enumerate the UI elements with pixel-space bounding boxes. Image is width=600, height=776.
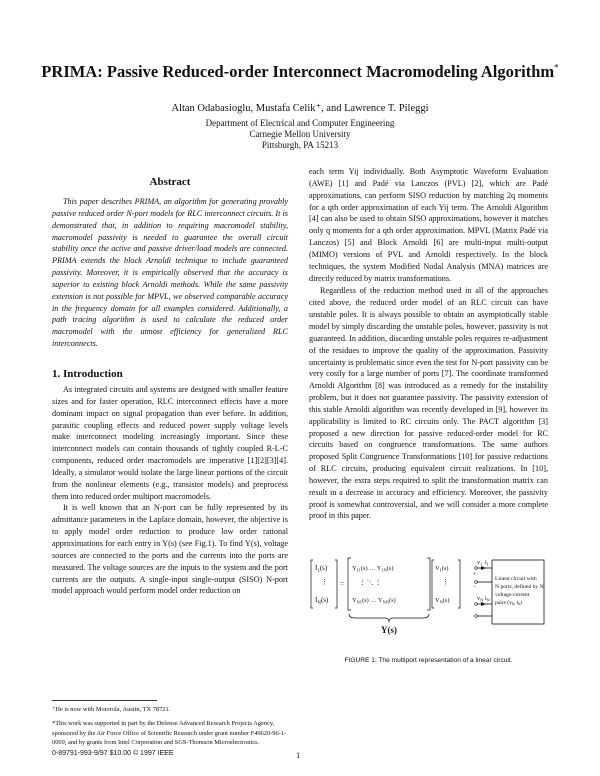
voltage-v1-vector: $V_1(s)$ bbox=[435, 565, 449, 573]
voltage-vector-dots: ⋮ bbox=[442, 578, 449, 586]
matrix-y-label: Y(s) bbox=[381, 625, 397, 635]
current-in-label: $I_N(s)$ bbox=[315, 596, 329, 606]
abstract-heading: Abstract bbox=[149, 176, 191, 188]
port-v1-label: $v_1$ bbox=[477, 560, 483, 567]
intro-heading: 1. Introduction bbox=[52, 368, 123, 380]
right-paragraph: Regardless of the reduction method used in all of the approaches cited above, the reduced order model of an RLC circuit can have unstable poles. It is always possible to obtain an asymptotically stable model by simply discarding the unstable poles, however, passivity is not guaranteed. In addition, discarding unstable poles requires re-adjustment of the residues to improve the quality of the approximation. Passivity uncertainty is problematic since even the test for N-port passivity can be very costly for a large number of ports [7]. The coordinate transformed Arnoldi Algorithm [8] was introduced as a remedy for the instability problem, but it does not guarantee passivity. The passivity extension of this stable Arnoldi algorithm was recently developed in [9], however its applicability is limited to RC circuits only. The PACT algorithm [3] proposed a new direction for passive reduced-order model for RC circuits based on congruence transformations. The same authors proposed Split Congruence Transformations [10] for passive reductions of RLC circuits, producing equivalent circuit realizations. In [10], however, the extra steps required to split the transformation matrix can result in a decrease in accuracy and efficiency. Moreover, the passivity proof is somewhat controversial, and we will consider a more complete proof in this paper. bbox=[309, 286, 548, 521]
abstract-body bbox=[52, 196, 288, 350]
footnote-rule bbox=[52, 700, 157, 701]
right-paragraph: each term Yij individually. Both Asymptotic Waveform Evaluation (AWE) [1] and Padé via Lanczos (PVL) [2], which are Padé approximations, can perform SISO reduction by matching 2q moments for a qth order approximation of each Yij term. The Arnoldi Algorithm [4] can also be used to obtain SISO approximations, however it matches only q moments for a qth order approximation. MPVL (Matrix Padé via Lanczos) [5] and Block Arnoldi [6] are multi-input multi-output (MIMO) versions of PVL and Arnoldi respectively. In the block techniques, the system Modified Nodal Analysis (MNA) matrices are directly reduced by matrix transformations. bbox=[309, 167, 548, 283]
box-text-line-4: pairs ($v_k$, $i_k$) bbox=[495, 600, 523, 607]
port-in-label: $i_N$ bbox=[485, 596, 490, 603]
copyright-footer: 0-89791-993-9/97 $10.00 © 1997 IEEE bbox=[52, 750, 174, 757]
vector-dots: ⋮ bbox=[321, 578, 328, 586]
footnote-affiliation: ⁺He is now with Motorola, Austin, TX 78721. bbox=[52, 706, 171, 713]
right-column-text bbox=[309, 166, 548, 522]
matrix-row-n: $Y_{N1}(s)$ … $Y_{NN}(s)$ bbox=[352, 597, 396, 605]
affiliation-location: Pittsburgh, PA 15213 bbox=[261, 140, 339, 150]
footnotes bbox=[52, 700, 288, 753]
figure-1 bbox=[309, 554, 548, 646]
box-text-line-3: voltage-current bbox=[495, 592, 530, 598]
footnote-funding: *This work was supported in part by the Defense Advanced Research Projects Agency, sponsored by the Air Force Office of Scientific Research under grant number F49620-96-1-0069, and by grants from Intel Corporation and SGS-Thomson Microelectronics. bbox=[52, 720, 287, 747]
multiport-diagram bbox=[309, 554, 548, 646]
paper-title: PRIMA: Passive Reduced-order Interconnect Macromodeling Algorithm* bbox=[41, 62, 559, 81]
port-i1-label: $i_1$ bbox=[485, 560, 489, 567]
current-i1-label: $I_1(s)$ bbox=[315, 564, 328, 574]
affiliation-university: Carnegie Mellon University bbox=[249, 129, 351, 139]
voltage-vn-vector: $V_N(s)$ bbox=[435, 597, 450, 605]
matrix-row-1: $Y_{11}(s)$ … $Y_{1N}(s)$ bbox=[352, 565, 394, 573]
author-list: Altan Odabasioglu, Mustafa Celik⁺, and Lawrence T. Pileggi bbox=[171, 103, 429, 114]
box-text-line-1: Linear circuit with bbox=[495, 576, 537, 582]
port-plus: + bbox=[473, 572, 477, 578]
equals-sign: = bbox=[340, 580, 344, 588]
abstract-text: This paper describes PRIMA, an algorithm for generating provably passive reduced order N-port models for RLC interconnect circuits. It is demonstrated that, in addition to requiring macromodel stability, macromodel passivity is needed to guarantee the overall circuit stability once the active and passive driver/load models are connected. PRIMA extends the block Arnoldi technique to include guaranteed passivity. Moreover, it is empirically observed that the accuracy is superior to existing block Arnoldi methods. While the same passivity extension is not possible for MPVL, we observed comparable accuracy in the frequency domain for all examples considered. Additionally, a path tracing algorithm is used to calculate the reduced order macromodel with the utmost efficiency for generalized RLC interconnects. bbox=[52, 197, 288, 349]
port-vn-label: $v_N$ bbox=[477, 596, 484, 603]
matrix-dots: ⋮ ⋱ ⋮ bbox=[359, 579, 382, 586]
affiliation-department: Department of Electrical and Computer Engineering bbox=[205, 118, 395, 128]
page-number: 1 bbox=[296, 750, 301, 760]
intro-paragraph: As integrated circuits and systems are designed with smaller feature sizes and for faster operation, RLC interconnect effects have a more dominant impact on signal propagation than ever before. In addition, parasitic coupling effects and reduced power supply voltage levels make interconnect modeling increasingly important. Since these interconnect models can contain thousands of tightly coupled R-L-C components, reduced order macromodels are imperative [1][2][3][4]. Ideally, a simulator would isolate the large linear portions of the circuit from the nonlinear elements (e.g., transistor models) and preprocess them into reduced order multiport macromodels. bbox=[52, 385, 288, 501]
port-minus: − bbox=[473, 584, 477, 590]
figure-caption: FIGURE 1: The multiport representation of a linear circuit. bbox=[344, 657, 513, 664]
box-text-line-2: N ports, defined by N bbox=[495, 584, 544, 590]
intro-body bbox=[52, 384, 288, 597]
intro-paragraph: It is well known that an N-port can be fully represented by its admittance parameters in the Laplace domain, however, the objective is to apply model order reduction to produce low order rational approximations for each entry in Y(s) (see Fig.1). To find Y(s), voltage sources are connected to the ports and the currents into the ports are measured. The voltage sources are the inputs to the system and the port currents are the outputs. A single-input single-output (SISO) N-port model approach would perform model order reduction on bbox=[52, 503, 288, 596]
